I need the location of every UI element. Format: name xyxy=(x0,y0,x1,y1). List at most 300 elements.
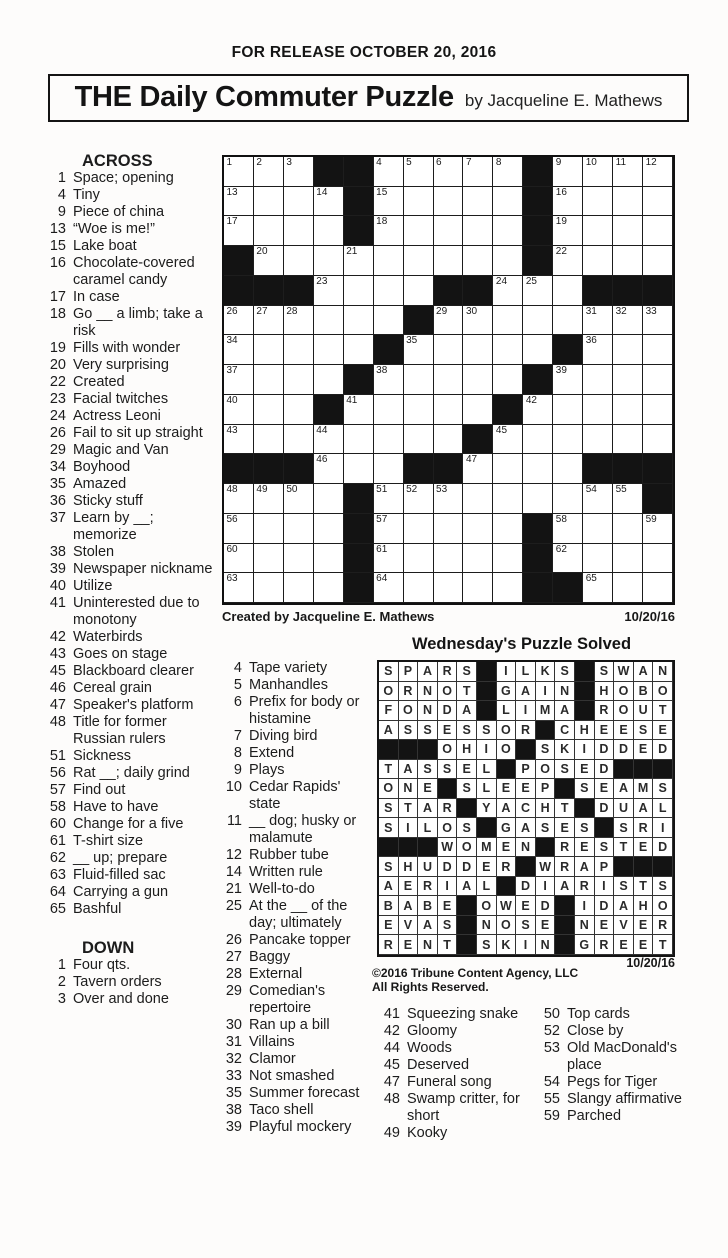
clue-across-17 xyxy=(40,289,214,306)
cell-r12c10[interactable] xyxy=(493,484,523,514)
cell-r1c2[interactable] xyxy=(254,157,284,187)
cell-r4c8[interactable] xyxy=(434,246,464,276)
cell-r11c5[interactable] xyxy=(344,454,374,484)
cell-r4c2[interactable] xyxy=(254,246,284,276)
cell-r13c1[interactable] xyxy=(224,514,254,544)
clue-across-51 xyxy=(40,748,214,765)
cell-r9c14[interactable] xyxy=(613,395,643,425)
cell-r7c11[interactable] xyxy=(523,335,553,365)
solved-cell-r4c13: E xyxy=(614,721,634,741)
cell-r1c8[interactable] xyxy=(434,157,464,187)
cell-r7c15[interactable] xyxy=(643,335,673,365)
cell-r13c12[interactable] xyxy=(553,514,583,544)
solved-cell-r13c14: H xyxy=(634,896,654,916)
cell-number: 37 xyxy=(226,365,238,377)
solved-cell-r7c2: N xyxy=(399,779,419,799)
cell-r1c7[interactable] xyxy=(404,157,434,187)
cell-r12c1[interactable] xyxy=(224,484,254,514)
solved-cell-r7c3: E xyxy=(418,779,438,799)
cell-r13c6[interactable] xyxy=(374,514,404,544)
clue-text: Old MacDonald's place xyxy=(567,1040,677,1073)
cell-r6c2[interactable] xyxy=(254,306,284,336)
solved-cell-r2c7: G xyxy=(497,682,517,702)
cell-r9c3[interactable] xyxy=(284,395,314,425)
solved-cell-r9c4: O xyxy=(438,818,458,838)
cell-r4c3[interactable] xyxy=(284,246,314,276)
cell-r1c12[interactable] xyxy=(553,157,583,187)
clue-number: 46 xyxy=(49,680,66,696)
solved-cell-r1c1: S xyxy=(379,662,399,682)
clue-number: 26 xyxy=(225,932,242,948)
cell-r12c9[interactable] xyxy=(463,484,493,514)
cell-r5c12[interactable] xyxy=(553,276,583,306)
cell-r3c2[interactable] xyxy=(254,216,284,246)
cell-r14c15[interactable] xyxy=(643,544,673,574)
cell-r7c8[interactable] xyxy=(434,335,464,365)
cell-r4c14[interactable] xyxy=(613,246,643,276)
clue-across-24 xyxy=(40,408,214,425)
clue-down-3 xyxy=(40,991,214,1008)
cell-r1c15[interactable] xyxy=(643,157,673,187)
cell-r1c13[interactable] xyxy=(583,157,613,187)
clue-text: Over and done xyxy=(73,991,169,1007)
cell-r2c9[interactable] xyxy=(463,187,493,217)
cell-number: 54 xyxy=(585,484,597,496)
clue-number: 56 xyxy=(49,765,66,781)
cell-r6c11[interactable] xyxy=(523,306,553,336)
cell-number: 36 xyxy=(585,335,597,347)
solved-cell-r3c12: R xyxy=(595,701,615,721)
cell-r3c13[interactable] xyxy=(583,216,613,246)
cell-r7c2[interactable] xyxy=(254,335,284,365)
cell-r14c9[interactable] xyxy=(463,544,493,574)
solved-date: 10/20/16 xyxy=(626,956,675,970)
cell-r13c2[interactable] xyxy=(254,514,284,544)
cell-r13c15[interactable] xyxy=(643,514,673,544)
clue-number: 65 xyxy=(49,901,66,917)
clue-across-60 xyxy=(40,816,214,833)
cell-number: 2 xyxy=(256,157,262,168)
cell-r12c11[interactable] xyxy=(523,484,553,514)
clue-across-61 xyxy=(40,833,214,850)
cell-r6c13[interactable] xyxy=(583,306,613,336)
clue-down-54 xyxy=(532,1074,694,1091)
clue-across-48 xyxy=(40,714,214,748)
cell-number: 15 xyxy=(376,186,388,198)
clue-text: Comedian's repertoire xyxy=(249,983,326,1016)
clue-text: Close by xyxy=(567,1023,624,1039)
cell-r10c2[interactable] xyxy=(254,425,284,455)
clue-down-45 xyxy=(372,1057,530,1074)
clue-number: 33 xyxy=(225,1068,242,1084)
cell-number: 44 xyxy=(316,424,328,436)
cell-r14c12[interactable] xyxy=(553,544,583,574)
cell-r6c15[interactable] xyxy=(643,306,673,336)
cell-r8c4[interactable] xyxy=(314,365,344,395)
cell-r15c13[interactable] xyxy=(583,573,613,603)
clue-down-41 xyxy=(372,1006,530,1023)
cell-r13c8[interactable] xyxy=(434,514,464,544)
cell-r9c5[interactable] xyxy=(344,395,374,425)
cell-r13c4[interactable] xyxy=(314,514,344,544)
cell-r1c6[interactable] xyxy=(374,157,404,187)
solved-cell-r5c4: O xyxy=(438,740,458,760)
cell-r5c11[interactable] xyxy=(523,276,553,306)
cell-r10c1[interactable] xyxy=(224,425,254,455)
cell-r1c10[interactable] xyxy=(493,157,523,187)
cell-r6c8[interactable] xyxy=(434,306,464,336)
cell-r7c9[interactable] xyxy=(463,335,493,365)
cell-r11c12[interactable] xyxy=(553,454,583,484)
black-square-r5c2 xyxy=(254,276,284,306)
cell-r8c10[interactable] xyxy=(493,365,523,395)
cell-r4c6[interactable] xyxy=(374,246,404,276)
clue-number: 53 xyxy=(543,1040,560,1056)
clue-text: Manhandles xyxy=(249,677,328,693)
cell-r14c13[interactable] xyxy=(583,544,613,574)
cell-r6c14[interactable] xyxy=(613,306,643,336)
cell-number: 65 xyxy=(585,573,597,585)
copyright-line2: All Rights Reserved. xyxy=(372,980,489,994)
cell-r14c1[interactable] xyxy=(224,544,254,574)
cell-r8c8[interactable] xyxy=(434,365,464,395)
solved-cell-r7c6: L xyxy=(477,779,497,799)
cell-r5c6[interactable] xyxy=(374,276,404,306)
cell-r13c13[interactable] xyxy=(583,514,613,544)
solved-cell-r12c15: S xyxy=(653,877,673,897)
solved-cell-r13c11: I xyxy=(575,896,595,916)
clues-left-column xyxy=(40,152,214,1008)
cell-r1c9[interactable] xyxy=(463,157,493,187)
solved-cell-r4c14: S xyxy=(634,721,654,741)
cell-r8c3[interactable] xyxy=(284,365,314,395)
cell-r12c6[interactable] xyxy=(374,484,404,514)
cell-r12c14[interactable] xyxy=(613,484,643,514)
cell-r7c5[interactable] xyxy=(344,335,374,365)
clue-down-10 xyxy=(214,779,372,813)
cell-r12c4[interactable] xyxy=(314,484,344,514)
cell-r3c3[interactable] xyxy=(284,216,314,246)
clue-number: 59 xyxy=(543,1108,560,1124)
solved-black-square-r8c5 xyxy=(457,799,477,819)
cell-r6c4[interactable] xyxy=(314,306,344,336)
cell-r2c8[interactable] xyxy=(434,187,464,217)
cell-number: 43 xyxy=(226,424,238,436)
cell-r4c12[interactable] xyxy=(553,246,583,276)
cell-r6c10[interactable] xyxy=(493,306,523,336)
cell-r12c12[interactable] xyxy=(553,484,583,514)
cell-r11c6[interactable] xyxy=(374,454,404,484)
black-square-r5c1 xyxy=(224,276,254,306)
cell-r5c4[interactable] xyxy=(314,276,344,306)
cell-number: 56 xyxy=(226,513,238,525)
clue-number: 29 xyxy=(49,442,66,458)
cell-r10c12[interactable] xyxy=(553,425,583,455)
cell-r13c7[interactable] xyxy=(404,514,434,544)
cell-r13c3[interactable] xyxy=(284,514,314,544)
cell-r12c7[interactable] xyxy=(404,484,434,514)
cell-r2c6[interactable] xyxy=(374,187,404,217)
clue-number: 32 xyxy=(225,1051,242,1067)
cell-r5c5[interactable] xyxy=(344,276,374,306)
cell-r10c3[interactable] xyxy=(284,425,314,455)
clue-text: Speaker's platform xyxy=(73,697,194,713)
cell-r9c15[interactable] xyxy=(643,395,673,425)
solved-cell-r15c12: R xyxy=(595,935,615,955)
clue-text: Newspaper nickname xyxy=(73,561,213,577)
cell-r14c10[interactable] xyxy=(493,544,523,574)
cell-r3c9[interactable] xyxy=(463,216,493,246)
cell-r5c10[interactable] xyxy=(493,276,523,306)
cell-r10c6[interactable] xyxy=(374,425,404,455)
clue-across-41 xyxy=(40,595,214,629)
cell-r7c1[interactable] xyxy=(224,335,254,365)
clue-text: Slangy affirmative xyxy=(567,1091,682,1107)
cell-r9c13[interactable] xyxy=(583,395,613,425)
cell-r13c10[interactable] xyxy=(493,514,523,544)
cell-r3c1[interactable] xyxy=(224,216,254,246)
clue-number: 47 xyxy=(49,697,66,713)
cell-r7c3[interactable] xyxy=(284,335,314,365)
cell-r8c2[interactable] xyxy=(254,365,284,395)
cell-r13c14[interactable] xyxy=(613,514,643,544)
clue-number: 40 xyxy=(49,578,66,594)
cell-r10c15[interactable] xyxy=(643,425,673,455)
cell-r10c5[interactable] xyxy=(344,425,374,455)
clue-down-9 xyxy=(214,762,372,779)
cell-r10c7[interactable] xyxy=(404,425,434,455)
cell-r6c5[interactable] xyxy=(344,306,374,336)
clue-text: Prefix for body or histamine xyxy=(249,694,360,727)
cell-r4c4[interactable] xyxy=(314,246,344,276)
cell-r2c15[interactable] xyxy=(643,187,673,217)
clue-text: Cereal grain xyxy=(73,680,152,696)
cell-r6c9[interactable] xyxy=(463,306,493,336)
cell-r2c1[interactable] xyxy=(224,187,254,217)
cell-r3c7[interactable] xyxy=(404,216,434,246)
clue-number: 5 xyxy=(233,677,242,693)
cell-r9c12[interactable] xyxy=(553,395,583,425)
solved-cell-r15c15: T xyxy=(653,935,673,955)
cell-r4c5[interactable] xyxy=(344,246,374,276)
clue-across-42 xyxy=(40,629,214,646)
cell-r1c1[interactable] xyxy=(224,157,254,187)
cell-r2c10[interactable] xyxy=(493,187,523,217)
cell-r8c14[interactable] xyxy=(613,365,643,395)
cell-r2c3[interactable] xyxy=(284,187,314,217)
cell-r8c1[interactable] xyxy=(224,365,254,395)
cell-r2c2[interactable] xyxy=(254,187,284,217)
cell-r15c4[interactable] xyxy=(314,573,344,603)
black-square-r15c12 xyxy=(553,573,583,603)
cell-number: 41 xyxy=(346,394,358,406)
cell-r10c10[interactable] xyxy=(493,425,523,455)
cell-r3c10[interactable] xyxy=(493,216,523,246)
cell-r8c6[interactable] xyxy=(374,365,404,395)
cell-r11c4[interactable] xyxy=(314,454,344,484)
cell-r15c2[interactable] xyxy=(254,573,284,603)
clue-across-18 xyxy=(40,306,214,340)
clue-down-55 xyxy=(532,1091,694,1108)
solved-black-square-r11c8 xyxy=(516,857,536,877)
cell-number: 26 xyxy=(226,305,238,317)
cell-r4c10[interactable] xyxy=(493,246,523,276)
cell-r10c11[interactable] xyxy=(523,425,553,455)
cell-r4c7[interactable] xyxy=(404,246,434,276)
cell-r2c14[interactable] xyxy=(613,187,643,217)
cell-r9c11[interactable] xyxy=(523,395,553,425)
cell-r15c3[interactable] xyxy=(284,573,314,603)
clue-text: Fills with wonder xyxy=(73,340,181,356)
clue-text: Space; opening xyxy=(73,170,174,186)
cell-r8c12[interactable] xyxy=(553,365,583,395)
cell-r15c14[interactable] xyxy=(613,573,643,603)
solved-cell-r11c4: D xyxy=(438,857,458,877)
cell-r14c3[interactable] xyxy=(284,544,314,574)
cell-r15c1[interactable] xyxy=(224,573,254,603)
clue-text: In case xyxy=(73,289,120,305)
solved-cell-r10c8: N xyxy=(516,838,536,858)
clue-number: 55 xyxy=(543,1091,560,1107)
cell-r15c8[interactable] xyxy=(434,573,464,603)
solved-cell-r1c14: A xyxy=(634,662,654,682)
cell-r8c7[interactable] xyxy=(404,365,434,395)
cell-r8c15[interactable] xyxy=(643,365,673,395)
solved-cell-r12c8: D xyxy=(516,877,536,897)
cell-r12c2[interactable] xyxy=(254,484,284,514)
cell-r10c8[interactable] xyxy=(434,425,464,455)
cell-number: 63 xyxy=(226,573,238,585)
cell-r7c14[interactable] xyxy=(613,335,643,365)
black-square-r6c7 xyxy=(404,306,434,336)
cell-r3c8[interactable] xyxy=(434,216,464,246)
solved-cell-r3c1: F xyxy=(379,701,399,721)
solved-cell-r11c10: R xyxy=(555,857,575,877)
cell-r9c7[interactable] xyxy=(404,395,434,425)
cell-r6c6[interactable] xyxy=(374,306,404,336)
cell-r2c12[interactable] xyxy=(553,187,583,217)
clue-number: 38 xyxy=(49,544,66,560)
cell-r4c9[interactable] xyxy=(463,246,493,276)
clue-text: Sickness xyxy=(73,748,132,764)
cell-r14c7[interactable] xyxy=(404,544,434,574)
clue-down-4 xyxy=(214,660,372,677)
cell-r3c12[interactable] xyxy=(553,216,583,246)
clue-number: 48 xyxy=(49,714,66,730)
cell-number: 48 xyxy=(226,484,238,496)
solved-grid xyxy=(377,660,675,957)
solved-cell-r7c13: A xyxy=(614,779,634,799)
cell-r7c13[interactable] xyxy=(583,335,613,365)
clue-number: 2 xyxy=(57,974,66,990)
cell-r4c13[interactable] xyxy=(583,246,613,276)
cell-r11c9[interactable] xyxy=(463,454,493,484)
cell-r11c10[interactable] xyxy=(493,454,523,484)
cell-r2c13[interactable] xyxy=(583,187,613,217)
clue-number: 9 xyxy=(233,762,242,778)
clue-text: Gloomy xyxy=(407,1023,457,1039)
solved-black-square-r10c2 xyxy=(399,838,419,858)
cell-r14c14[interactable] xyxy=(613,544,643,574)
cell-r10c13[interactable] xyxy=(583,425,613,455)
cell-r14c4[interactable] xyxy=(314,544,344,574)
cell-number: 61 xyxy=(376,543,388,555)
cell-r12c8[interactable] xyxy=(434,484,464,514)
cell-r2c4[interactable] xyxy=(314,187,344,217)
clue-text: Tape variety xyxy=(249,660,328,676)
solved-cell-r5c12: D xyxy=(595,740,615,760)
clue-number: 22 xyxy=(49,374,66,390)
cell-r5c7[interactable] xyxy=(404,276,434,306)
solved-cell-r4c4: E xyxy=(438,721,458,741)
cell-r14c8[interactable] xyxy=(434,544,464,574)
solved-cell-r12c12: I xyxy=(595,877,615,897)
cell-r2c7[interactable] xyxy=(404,187,434,217)
cell-r9c1[interactable] xyxy=(224,395,254,425)
cell-r6c12[interactable] xyxy=(553,306,583,336)
cell-r10c4[interactable] xyxy=(314,425,344,455)
cell-number: 34 xyxy=(226,335,238,347)
solved-cell-r9c1: S xyxy=(379,818,399,838)
cell-r7c10[interactable] xyxy=(493,335,523,365)
cell-r8c13[interactable] xyxy=(583,365,613,395)
cell-r9c2[interactable] xyxy=(254,395,284,425)
clue-down-42 xyxy=(372,1023,530,1040)
cell-r3c15[interactable] xyxy=(643,216,673,246)
cell-r14c6[interactable] xyxy=(374,544,404,574)
cell-r15c6[interactable] xyxy=(374,573,404,603)
cell-r6c1[interactable] xyxy=(224,306,254,336)
cell-r7c7[interactable] xyxy=(404,335,434,365)
cell-r15c10[interactable] xyxy=(493,573,523,603)
cell-r6c3[interactable] xyxy=(284,306,314,336)
cell-r1c14[interactable] xyxy=(613,157,643,187)
solved-cell-r14c13: V xyxy=(614,916,634,936)
cell-r15c15[interactable] xyxy=(643,573,673,603)
solved-cell-r2c12: H xyxy=(595,682,615,702)
cell-number: 16 xyxy=(555,186,567,198)
cell-r13c9[interactable] xyxy=(463,514,493,544)
solved-cell-r15c11: G xyxy=(575,935,595,955)
cell-r4c15[interactable] xyxy=(643,246,673,276)
cell-r12c13[interactable] xyxy=(583,484,613,514)
cell-r15c9[interactable] xyxy=(463,573,493,603)
cell-r3c4[interactable] xyxy=(314,216,344,246)
cell-r8c9[interactable] xyxy=(463,365,493,395)
cell-r15c7[interactable] xyxy=(404,573,434,603)
cell-r9c8[interactable] xyxy=(434,395,464,425)
cell-r3c14[interactable] xyxy=(613,216,643,246)
cell-r1c3[interactable] xyxy=(284,157,314,187)
cell-r9c6[interactable] xyxy=(374,395,404,425)
solved-cell-r8c8: C xyxy=(516,799,536,819)
cell-r7c4[interactable] xyxy=(314,335,344,365)
solved-cell-r4c10: C xyxy=(555,721,575,741)
cell-r9c9[interactable] xyxy=(463,395,493,425)
cell-r3c6[interactable] xyxy=(374,216,404,246)
solved-cell-r14c2: V xyxy=(399,916,419,936)
clue-down-49 xyxy=(372,1125,530,1142)
solved-cell-r3c10: A xyxy=(555,701,575,721)
cell-r11c11[interactable] xyxy=(523,454,553,484)
solved-cell-r6c4: S xyxy=(438,760,458,780)
cell-r14c2[interactable] xyxy=(254,544,284,574)
cell-r10c14[interactable] xyxy=(613,425,643,455)
clue-number: 16 xyxy=(49,255,66,271)
cell-r12c3[interactable] xyxy=(284,484,314,514)
solved-cell-r15c4: T xyxy=(438,935,458,955)
clue-text: Sticky stuff xyxy=(73,493,143,509)
